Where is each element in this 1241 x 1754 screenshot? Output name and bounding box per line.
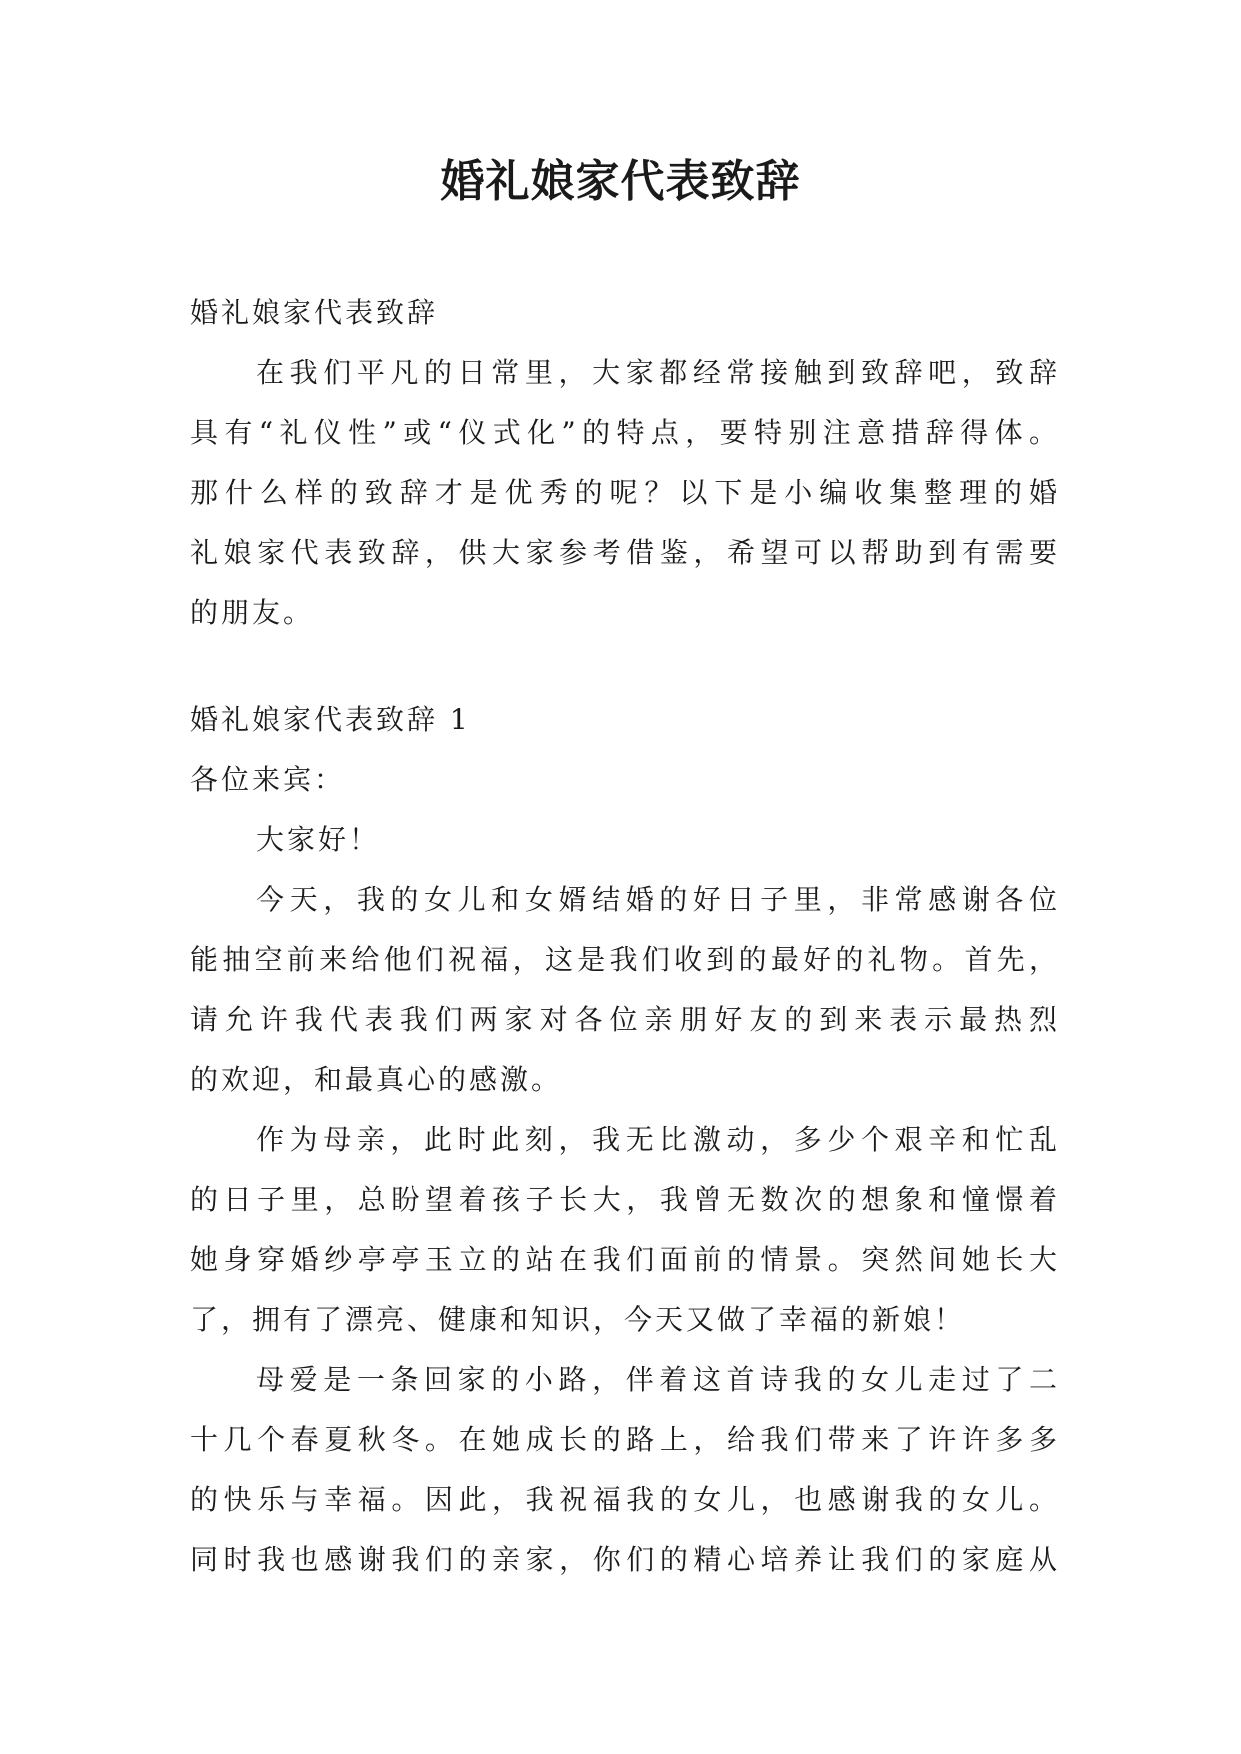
paragraph-line: 的日子里，总盼望着孩子长大，我曾无数次的想象和憧憬着 bbox=[190, 1183, 1060, 1216]
paragraph-line: 今天，我的女儿和女婿结婚的好日子里，非常感谢各位 bbox=[256, 883, 1060, 916]
paragraph-line: 具有“礼仪性”或“仪式化”的特点，要特别注意措辞得体。 bbox=[190, 416, 1060, 449]
paragraph-line: 同时我也感谢我们的亲家，你们的精心培养让我们的家庭从 bbox=[190, 1543, 1060, 1576]
paragraph-line: 的欢迎，和最真心的感激。 bbox=[190, 1063, 563, 1096]
paragraph-line: 请允许我代表我们两家对各位亲朋好友的到来表示最热烈 bbox=[190, 1003, 1060, 1036]
intro-heading: 婚礼娘家代表致辞 bbox=[190, 296, 439, 329]
paragraph-line: 礼娘家代表致辞，供大家参考借鉴，希望可以帮助到有需要 bbox=[190, 536, 1060, 569]
paragraph-line: 那什么样的致辞才是优秀的呢？以下是小编收集整理的婚 bbox=[190, 476, 1060, 509]
speech-paragraph-2 bbox=[190, 1110, 1060, 1350]
paragraph-line: 的朋友。 bbox=[190, 596, 315, 629]
section-heading: 婚礼娘家代表致辞 1 bbox=[190, 703, 471, 736]
document-title: 婚礼娘家代表致辞 bbox=[440, 156, 801, 207]
paragraph-line: 作为母亲，此时此刻，我无比激动，多少个艰辛和忙乱 bbox=[256, 1123, 1060, 1156]
intro-section bbox=[190, 283, 1060, 643]
paragraph-line: 十几个春夏秋冬。在她成长的路上，给我们带来了许许多多 bbox=[190, 1423, 1060, 1456]
paragraph-line: 在我们平凡的日常里，大家都经常接触到致辞吧，致辞 bbox=[256, 356, 1060, 389]
intro-paragraph bbox=[190, 343, 1060, 643]
greeting: 大家好！ bbox=[256, 823, 381, 856]
salutation: 各位来宾： bbox=[190, 763, 346, 796]
paragraph-line: 的快乐与幸福。因此，我祝福我的女儿，也感谢我的女儿。 bbox=[190, 1483, 1060, 1516]
speech-paragraph-3 bbox=[190, 1350, 1060, 1590]
speech-section-1 bbox=[190, 690, 1060, 1590]
paragraph-line: 母爱是一条回家的小路，伴着这首诗我的女儿走过了二 bbox=[256, 1363, 1060, 1396]
paragraph-line: 能抽空前来给他们祝福，这是我们收到的最好的礼物。首先， bbox=[190, 943, 1060, 976]
paragraph-line: 她身穿婚纱亭亭玉立的站在我们面前的情景。突然间她长大 bbox=[190, 1243, 1060, 1276]
paragraph-line: 了，拥有了漂亮、健康和知识，今天又做了幸福的新娘！ bbox=[190, 1303, 966, 1336]
speech-paragraph-1 bbox=[190, 870, 1060, 1110]
